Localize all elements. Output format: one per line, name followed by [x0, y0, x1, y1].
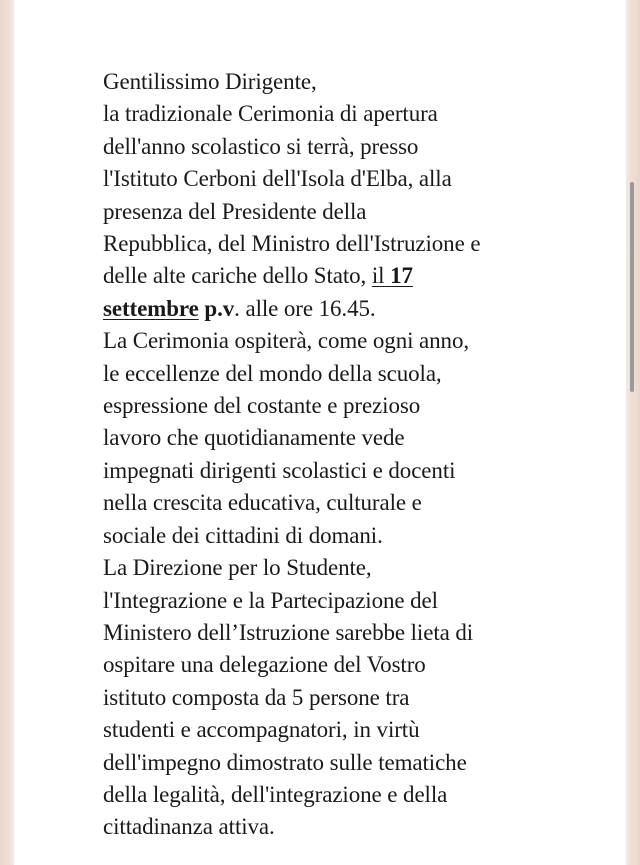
body-line: le eccellenze del mondo della scuola, — [103, 360, 442, 386]
date-prefix: delle alte cariche dello Stato, — [103, 263, 372, 289]
date-month: settembre — [103, 295, 199, 321]
body-line: presenza del Presidente della — [103, 198, 367, 224]
body-line: nella crescita educativa, culturale e — [103, 490, 422, 516]
letter-body — [103, 66, 603, 844]
body-line: l'Istituto Cerboni dell'Isola d'Elba, alla — [103, 166, 452, 192]
date-il: il 17 — [371, 263, 413, 289]
body-line: Ministero dell’Istruzione sarebbe lieta di — [103, 619, 474, 645]
body-line: sociale dei cittadini di domani. — [103, 522, 383, 548]
body-line: cittadinanza attiva. — [103, 814, 275, 840]
date-line-2 — [103, 293, 603, 325]
body-line: impegnati dirigenti scolastici e docenti — [103, 457, 456, 483]
body-line: istituto composta da 5 persone tra — [103, 684, 410, 710]
date-pv: p.v — [204, 295, 235, 321]
body-line: studenti e accompagnatori, in virtù — [103, 717, 420, 743]
date-time: . alle ore 16.45. — [234, 295, 376, 321]
body-line: lavoro che quotidianamente vede — [103, 425, 405, 451]
body-line: La Cerimonia ospiterà, come ogni anno, — [103, 328, 470, 354]
body-line: Repubblica, del Ministro dell'Istruzione e — [103, 231, 481, 257]
body-line: espressione del costante e prezioso — [103, 393, 421, 419]
body-line: La Direzione per lo Studente, — [103, 555, 372, 581]
vertical-scrollbar[interactable] — [630, 182, 634, 392]
body-line: la tradizionale Cerimonia di apertura — [103, 101, 438, 127]
greeting: Gentilissimo Dirigente, — [103, 69, 317, 94]
body-line: ospitare una delegazione del Vostro — [103, 652, 426, 678]
body-line: l'Integrazione e la Partecipazione del — [103, 587, 438, 613]
body-line: dell'anno scolastico si terrà, presso — [103, 133, 419, 159]
date-day: 17 — [390, 263, 413, 289]
body-line: dell'impegno dimostrato sulle tematiche — [103, 749, 467, 775]
body-line: della legalità, dell'integrazione e della — [103, 781, 448, 807]
date-line-1 — [103, 260, 603, 292]
